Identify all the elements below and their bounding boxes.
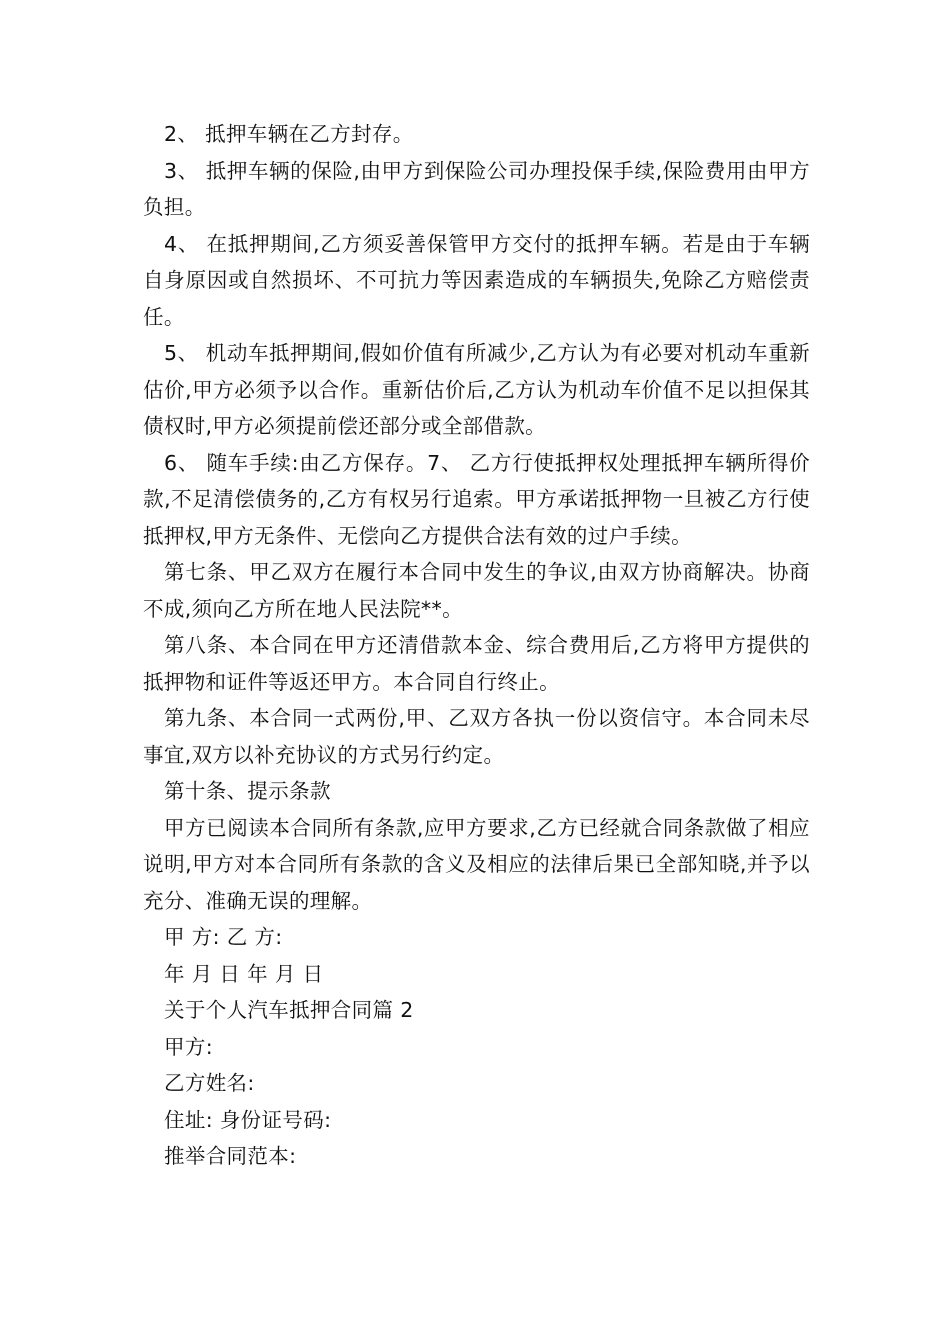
- section-title-contract-2: 关于个人汽车抵押合同篇 2: [164, 998, 414, 1022]
- signature-parties-line: 甲 方: 乙 方:: [164, 925, 283, 949]
- paragraph-item-2: 2、 抵押车辆在乙方封存。: [164, 122, 414, 146]
- signature-date-line: 年 月 日 年 月 日: [164, 961, 324, 986]
- recommended-template-field: 推举合同范本:: [164, 1144, 297, 1168]
- paragraph-item-5-revaluation: 5、 机动车抵押期间,假如价值有所减少,乙方认为有必要对机动车重新估价,甲方必须予以合作。重新估价后,乙方认为机动车价值不足以担保其债权时,甲方必须提前偿还部分或全部借款。: [143, 341, 810, 438]
- paragraph-article-8-termination: 第八条、本合同在甲方还清借款本金、综合费用后,乙方将甲方提供的抵押物和证件等返还甲方。本合同自行终止。: [143, 633, 810, 694]
- party-a-field: 甲方:: [164, 1034, 213, 1059]
- party-b-name-field: 乙方姓名:: [164, 1071, 255, 1095]
- paragraph-item-3-insurance: 3、 抵押车辆的保险,由甲方到保险公司办理投保手续,保险费用由甲方负担。: [143, 158, 810, 219]
- paragraph-article-9-copies: 第九条、本合同一式两份,甲、乙双方各执一份以资信守。本合同未尽事宜,双方以补充协议的方式另行约定。: [143, 706, 810, 767]
- paragraph-item-4-custody: 4、 在抵押期间,乙方须妥善保管甲方交付的抵押车辆。若是由于车辆自身原因或自然损坏、不可抗力等因素造成的车辆损失,免除乙方赔偿责任。: [143, 231, 810, 329]
- address-id-field: 住址: 身份证号码:: [164, 1107, 332, 1132]
- paragraph-item-6-7-procedures: 6、 随车手续:由乙方保存。7、 乙方行使抵押权处理抵押车辆所得价款,不足清偿债务的,乙方有权另行追索。甲方承诺抵押物一旦被乙方行使抵押权,甲方无条件、无偿向乙方提供合法有效的过户手续。: [143, 450, 810, 548]
- paragraph-article-7-disputes: 第七条、甲乙双方在履行本合同中发生的争议,由双方协商解决。协商不成,须向乙方所在地人民法院**。: [143, 560, 810, 621]
- paragraph-article-10-body: 甲方已阅读本合同所有条款,应甲方要求,乙方已经就合同条款做了相应说明,甲方对本合同所有条款的含义及相应的法律后果已全部知晓,并予以充分、准确无误的理解。: [143, 815, 810, 913]
- paragraph-article-10-heading: 第十条、提示条款: [164, 779, 331, 803]
